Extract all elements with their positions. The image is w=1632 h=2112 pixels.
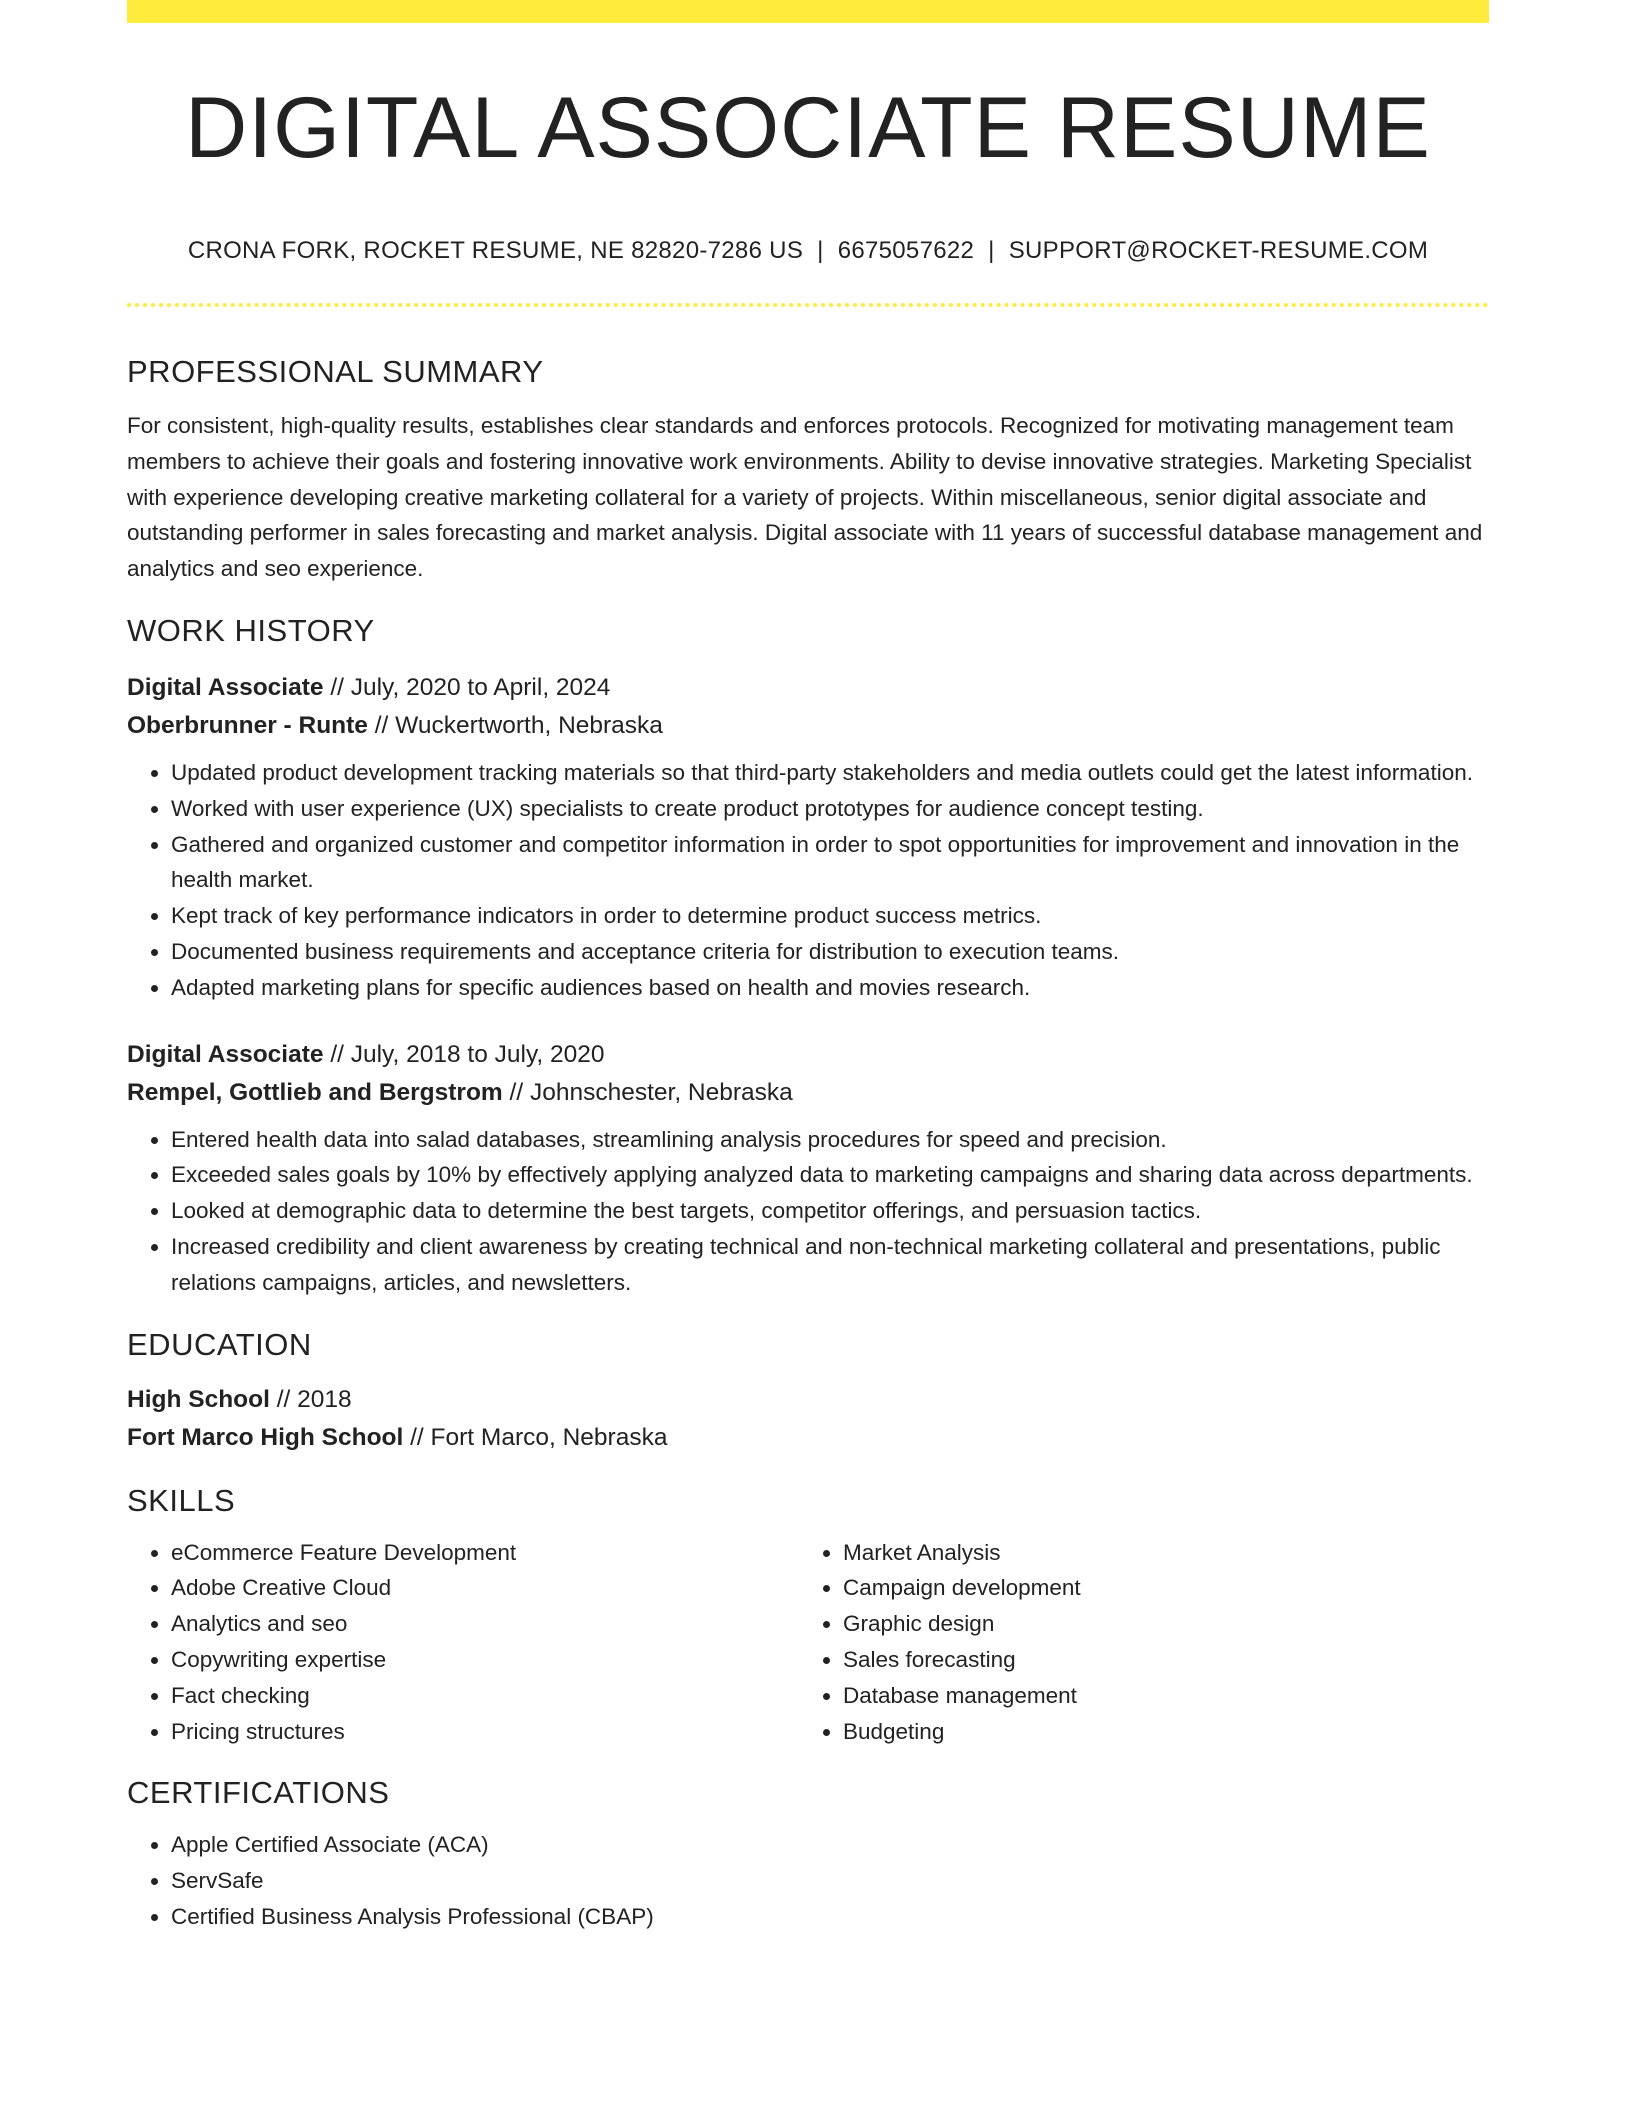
education-section	[127, 1323, 1489, 1457]
certifications-list	[127, 1827, 1489, 1934]
skill-item: • Fact checking	[171, 1678, 799, 1714]
job-dates: // July, 2018 to July, 2020	[323, 1040, 605, 1068]
summary-section	[127, 350, 1489, 587]
job-bullet: • Gathered and organized customer and competitor information in order to spot opportunities for improvement and innovation in the health market.	[171, 827, 1489, 899]
skill-item: • Database management	[843, 1678, 1443, 1714]
education-year: // 2018	[269, 1385, 352, 1413]
job-company: Oberbrunner - Runte	[127, 711, 368, 739]
skill-item: • Budgeting	[843, 1714, 1443, 1750]
skill-item: • Campaign development	[843, 1570, 1443, 1606]
certification-item: • ServSafe	[171, 1863, 1489, 1899]
job-company-line	[127, 707, 1489, 745]
certifications-section	[127, 1771, 1489, 1934]
certification-item: • Apple Certified Associate (ACA)	[171, 1827, 1489, 1863]
education-degree: High School	[127, 1385, 270, 1413]
resume-title: DIGITAL ASSOCIATE RESUME	[185, 80, 1431, 176]
education-location: // Fort Marco, Nebraska	[403, 1423, 668, 1451]
job-bullets	[127, 1122, 1489, 1301]
skill-item: • Adobe Creative Cloud	[171, 1570, 799, 1606]
skills-grid	[127, 1535, 1489, 1750]
top-accent-bar	[127, 0, 1489, 23]
section-heading-summary: PROFESSIONAL SUMMARY	[127, 354, 544, 389]
skill-item: • Analytics and seo	[171, 1606, 799, 1642]
contact-separator: |	[988, 237, 995, 264]
job-title-line	[127, 669, 1489, 707]
section-heading-skills: SKILLS	[127, 1482, 236, 1518]
summary-text: For consistent, high-quality results, establishes clear standards and enforces protocols. Recognized for motivating management team members to achieve their goals and fostering innovative work environments. Ability to devise innovative strategies. Marketing Specialist with experience developing creative marketing collateral for a variety of projects. Within miscellaneous, senior digital associate and outstanding performer in sales forecasting and market analysis. Digital associate with 11 years of successful database management and analytics and seo experience.	[127, 413, 1483, 582]
skills-list-right	[799, 1535, 1443, 1750]
education-degree-line	[127, 1381, 1489, 1419]
job-bullet: • Worked with user experience (UX) specialists to create product prototypes for audience concept testing.	[171, 791, 1489, 827]
job-location: // Wuckertworth, Nebraska	[367, 711, 663, 739]
contact-address: CRONA FORK, ROCKET RESUME, NE 82820-7286 US	[187, 237, 804, 264]
education-entry	[127, 1381, 1489, 1457]
job-bullet: • Exceeded sales goals by 10% by effectively applying analyzed data to marketing campaigns and sharing data across departments.	[171, 1157, 1489, 1193]
job-title-line	[127, 1036, 1489, 1074]
job-entry	[127, 1036, 1489, 1301]
skill-item: • Graphic design	[843, 1606, 1443, 1642]
skill-item: • Copywriting expertise	[171, 1642, 799, 1678]
job-bullet: • Kept track of key performance indicators in order to determine product success metrics.	[171, 898, 1489, 934]
section-heading-work-history: WORK HISTORY	[127, 612, 375, 648]
skill-item: • Sales forecasting	[843, 1642, 1443, 1678]
skill-item: • Pricing structures	[171, 1714, 799, 1750]
section-heading-certifications: CERTIFICATIONS	[127, 1775, 390, 1811]
contact-separator: |	[817, 237, 824, 264]
certification-item: • Certified Business Analysis Professional (CBAP)	[171, 1899, 1489, 1935]
contact-phone: 6675057622	[837, 237, 975, 264]
resume-body	[127, 350, 1489, 1935]
contact-email: SUPPORT@ROCKET-RESUME.COM	[1008, 237, 1429, 264]
job-bullet: • Increased credibility and client awareness by creating technical and non-technical marketing collateral and presentations, public relations campaigns, articles, and newsletters.	[171, 1229, 1489, 1301]
header-divider	[127, 303, 1489, 307]
job-bullet: • Adapted marketing plans for specific audiences based on health and movies research.	[171, 970, 1489, 1006]
education-school: Fort Marco High School	[127, 1423, 404, 1451]
skill-item: • Market Analysis	[843, 1535, 1443, 1571]
job-company-line	[127, 1074, 1489, 1112]
job-bullets	[127, 755, 1489, 1006]
job-bullet: • Looked at demographic data to determine the best targets, competitor offerings, and persuasion tactics.	[171, 1193, 1489, 1229]
job-entry	[127, 669, 1489, 1006]
job-title: Digital Associate	[127, 1040, 324, 1068]
job-dates: // July, 2020 to April, 2024	[323, 673, 611, 701]
skills-list-left	[127, 1535, 799, 1750]
work-history-section	[127, 609, 1489, 1301]
skill-item: • eCommerce Feature Development	[171, 1535, 799, 1571]
job-title: Digital Associate	[127, 673, 324, 701]
job-bullet: • Documented business requirements and acceptance criteria for distribution to execution teams.	[171, 934, 1489, 970]
job-company: Rempel, Gottlieb and Bergstrom	[127, 1078, 503, 1106]
contact-line	[127, 234, 1489, 268]
section-heading-education: EDUCATION	[127, 1326, 312, 1362]
job-bullet: • Updated product development tracking materials so that third-party stakeholders and media outlets could get the latest information.	[171, 755, 1489, 791]
education-school-line	[127, 1419, 1489, 1457]
job-bullet: • Entered health data into salad databases, streamlining analysis procedures for speed and precision.	[171, 1122, 1489, 1158]
job-location: // Johnschester, Nebraska	[502, 1078, 793, 1106]
skills-section	[127, 1479, 1489, 1750]
